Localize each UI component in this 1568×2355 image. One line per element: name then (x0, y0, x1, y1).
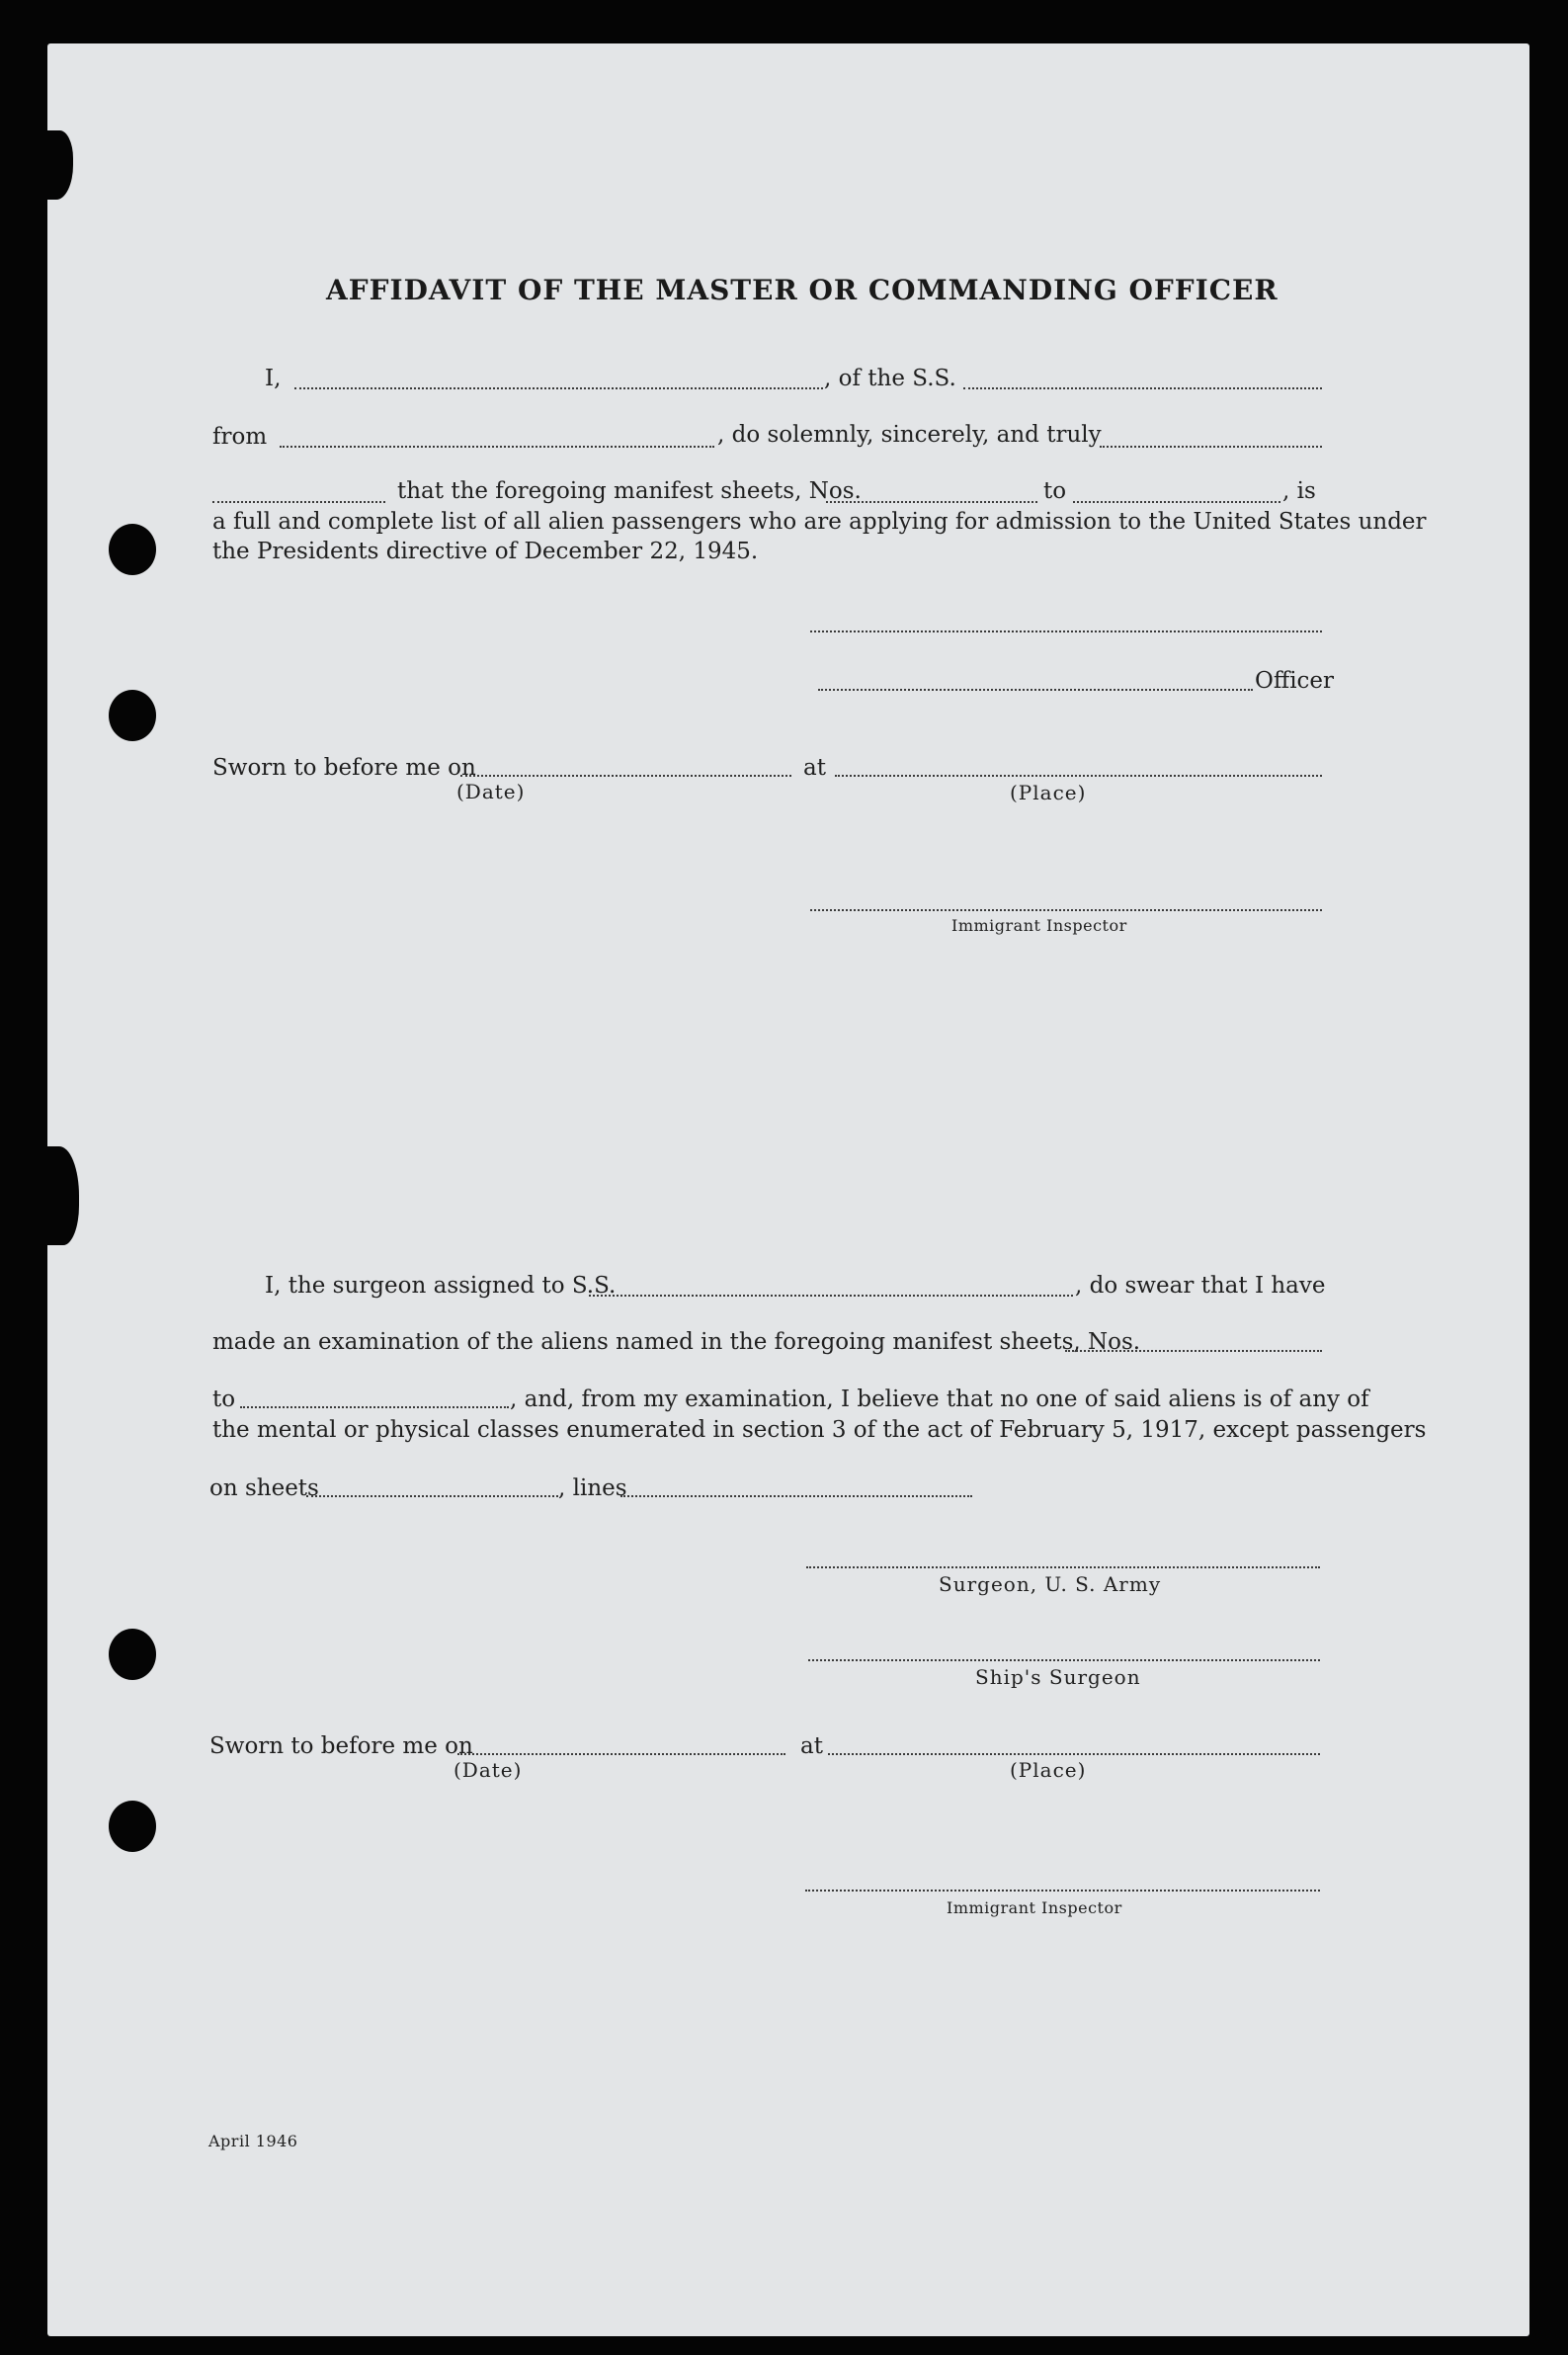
officer-signature-line[interactable] (818, 689, 1253, 691)
surgeon-date-caption: (Date) (454, 1758, 523, 1782)
torn-edge (40, 130, 73, 200)
surgeon-line3-to: to (212, 1387, 236, 1412)
surgeon-sheets-from-field[interactable] (1065, 1350, 1322, 1352)
ship-surgeon-label: Ship's Surgeon (975, 1665, 1141, 1689)
surgeon-line5-sheets: on sheets (209, 1475, 319, 1501)
surgeon-inspector-signature-line[interactable] (805, 1890, 1320, 1892)
torn-edge (40, 1146, 79, 1245)
punch-hole (109, 1629, 156, 1680)
surgeon-line1-prefix: I, the surgeon assigned to S.S. (265, 1273, 617, 1299)
oath-word-field[interactable] (1100, 446, 1322, 448)
sheets-to-field[interactable] (1073, 501, 1280, 503)
master-line3-is: , is (1282, 478, 1316, 504)
surgeon-sworn-label: Sworn to before me on (209, 1733, 473, 1759)
master-signature-line[interactable] (810, 631, 1322, 632)
surgeon-line5-lines: , lines (558, 1475, 627, 1501)
master-line4: a full and complete list of all alien passengers who are applying for admission to the United States under (212, 509, 1427, 535)
surgeon-at-label: at (800, 1733, 823, 1759)
punch-hole (109, 690, 156, 741)
master-line2-solemnly: , do solemnly, sincerely, and truly (717, 422, 1102, 448)
surgeon-sworn-date-field[interactable] (457, 1753, 785, 1755)
master-place-caption: (Place) (1010, 781, 1087, 804)
master-date-caption: (Date) (456, 780, 526, 803)
ship-name-field[interactable] (963, 387, 1322, 389)
master-sworn-label: Sworn to before me on (212, 755, 476, 781)
master-sworn-date-field[interactable] (460, 775, 791, 777)
surgeon-place-caption: (Place) (1010, 1758, 1087, 1782)
form-title: AFFIDAVIT OF THE MASTER OR COMMANDING OFFICER (326, 274, 1279, 306)
master-line1-prefix: I, (265, 366, 282, 391)
ship-surgeon-signature-line[interactable] (808, 1659, 1320, 1661)
officer-label: Officer (1255, 668, 1335, 694)
surgeon-sheets-to-field[interactable] (240, 1406, 509, 1408)
punch-hole (109, 1801, 156, 1852)
exception-lines-field[interactable] (620, 1495, 972, 1497)
surgeon-sworn-place-field[interactable] (828, 1753, 1320, 1755)
exception-sheets-field[interactable] (306, 1495, 558, 1497)
master-sworn-place-field[interactable] (835, 775, 1322, 777)
master-line1-ss: , of the S.S. (824, 366, 956, 391)
surgeon-line3-examination: , and, from my examination, I believe that no one of said aliens is of any of (510, 1387, 1369, 1412)
master-line3-to: to (1043, 478, 1067, 504)
oath-blank-field[interactable] (212, 501, 385, 503)
master-line3-sheets: that the foregoing manifest sheets, Nos. (397, 478, 862, 504)
footer-date: April 1946 (208, 2132, 298, 2150)
master-line2-from: from (212, 424, 268, 450)
surgeon-line4: the mental or physical classes enumerated in section 3 of the act of February 5, 1917, except passengers (212, 1417, 1427, 1443)
master-at-label: at (803, 755, 826, 781)
surgeon-ship-field[interactable] (589, 1295, 1073, 1297)
sheets-from-field[interactable] (826, 501, 1037, 503)
master-name-field[interactable] (294, 387, 823, 389)
master-inspector-signature-line[interactable] (810, 909, 1322, 911)
punch-hole (109, 524, 156, 575)
surgeon-line1-swear: , do swear that I have (1075, 1273, 1326, 1299)
surgeon-inspector-label: Immigrant Inspector (947, 1898, 1122, 1917)
master-line5: the Presidents directive of December 22, 1945. (212, 539, 759, 564)
surgeon-line2: made an examination of the aliens named in the foregoing manifest sheets, Nos. (212, 1329, 1141, 1355)
port-from-field[interactable] (280, 446, 714, 448)
master-inspector-label: Immigrant Inspector (951, 916, 1127, 935)
army-surgeon-label: Surgeon, U. S. Army (939, 1572, 1162, 1596)
army-surgeon-signature-line[interactable] (806, 1566, 1320, 1568)
